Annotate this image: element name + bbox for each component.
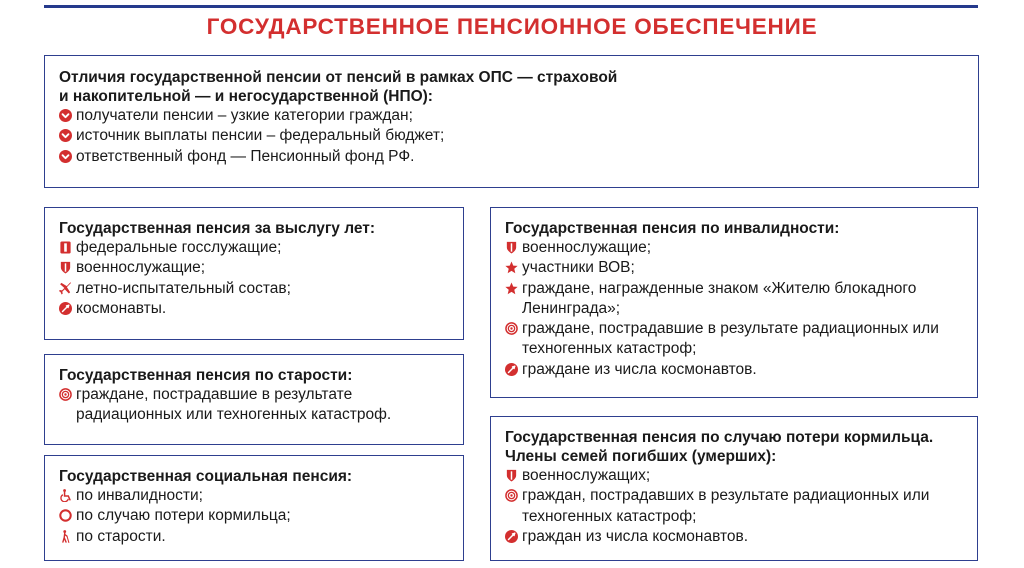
list-item <box>505 319 963 360</box>
list-item-text: граждане, пострадавшие в результате радиационных или техногенных катастроф. <box>76 386 392 424</box>
shield-icon <box>505 241 518 254</box>
list-item <box>505 279 963 320</box>
list-item-text: получатели пенсии – узкие категории граждан; <box>76 107 413 124</box>
star-icon <box>505 261 518 274</box>
old-age-pension-list <box>59 385 449 426</box>
list-item <box>59 385 449 426</box>
page-title: ГОСУДАРСТВЕННОЕ ПЕНСИОННОЕ ОБЕСПЕЧЕНИЕ <box>206 14 818 39</box>
list-item-text: граждане из числа космонавтов. <box>522 360 757 378</box>
intro-title-line1: Отличия государственной пенсии от пенсий в рамках ОПС — страховой <box>59 69 618 86</box>
chevron-circle-icon <box>59 129 72 142</box>
list-item <box>505 486 963 527</box>
rocket-icon <box>505 363 518 376</box>
survivor-pension-panel <box>490 416 978 561</box>
old-age-pension-title: Государственная пенсия по старости: <box>59 367 353 384</box>
rocket-icon <box>59 302 72 315</box>
list-item-text: летно-испытательный состав; <box>76 279 291 297</box>
service-pension-list <box>59 238 449 319</box>
shield-icon <box>505 469 518 482</box>
list-item <box>59 486 449 506</box>
list-item-text: граждане, награжденные знаком «Жителю блокадного Ленинграда»; <box>522 279 917 317</box>
intro-title-line2: и накопительной — и негосударственной (НПО): <box>59 88 433 105</box>
list-item <box>59 258 449 278</box>
old-age-pension-panel <box>44 354 464 445</box>
radiation-icon <box>505 489 518 502</box>
star-icon <box>505 282 518 295</box>
list-item-text: граждане, пострадавшие в результате радиационных или техногенных катастроф; <box>522 320 939 358</box>
list-item <box>59 106 964 126</box>
service-pension-panel <box>44 207 464 340</box>
shield-icon <box>59 261 72 274</box>
list-item <box>505 466 963 486</box>
list-item-text: участники ВОВ; <box>522 259 635 277</box>
list-item <box>505 527 963 547</box>
list-item-text: граждан, пострадавших в результате радиационных или техногенных катастроф; <box>522 487 930 525</box>
social-pension-title: Государственная социальная пенсия: <box>59 468 353 485</box>
list-item-text: ответственный фонд — Пенсионный фонд РФ. <box>76 147 415 165</box>
list-item-text: военнослужащие; <box>76 259 206 277</box>
list-item-text: космонавты. <box>76 299 167 317</box>
intro-list <box>59 106 964 167</box>
list-item <box>59 126 964 146</box>
list-item <box>59 238 449 258</box>
list-item-text: федеральные госслужащие; <box>76 239 282 256</box>
survivor-pension-list <box>505 466 963 547</box>
list-item <box>505 258 963 278</box>
airplane-icon <box>59 282 72 295</box>
civil-servant-icon <box>59 241 72 254</box>
service-pension-title: Государственная пенсия за выслугу лет: <box>59 220 376 237</box>
survivor-pension-title: Государственная пенсия по случаю потери кормильца. Члены семей погибших (умерших): <box>505 429 934 465</box>
list-item-text: военнослужащие; <box>522 239 652 256</box>
walking-cane-icon <box>59 530 72 543</box>
list-item-text: источник выплаты пенсии – федеральный бюджет; <box>76 127 445 145</box>
chevron-circle-icon <box>59 150 72 163</box>
list-item <box>59 279 449 299</box>
chevron-circle-icon <box>59 109 72 122</box>
social-pension-list <box>59 486 449 547</box>
intro-panel <box>44 55 979 188</box>
list-item-text: по случаю потери кормильца; <box>76 507 291 525</box>
ring-icon <box>59 509 72 522</box>
header-rule <box>44 5 978 8</box>
list-item-text: по старости. <box>76 527 166 545</box>
disability-pension-panel <box>490 207 978 398</box>
list-item <box>505 238 963 258</box>
radiation-icon <box>505 322 518 335</box>
list-item <box>59 527 449 547</box>
disability-pension-title: Государственная пенсия по инвалидности: <box>505 220 840 237</box>
list-item <box>59 299 449 319</box>
list-item-text: граждан из числа космонавтов. <box>522 527 749 545</box>
list-item-text: по инвалидности; <box>76 487 203 504</box>
wheelchair-icon <box>59 489 72 502</box>
list-item <box>59 147 964 167</box>
rocket-icon <box>505 530 518 543</box>
list-item-text: военнослужащих; <box>522 467 651 484</box>
list-item <box>59 506 449 526</box>
disability-pension-list <box>505 238 963 380</box>
radiation-icon <box>59 388 72 401</box>
list-item <box>505 360 963 380</box>
social-pension-panel <box>44 455 464 561</box>
